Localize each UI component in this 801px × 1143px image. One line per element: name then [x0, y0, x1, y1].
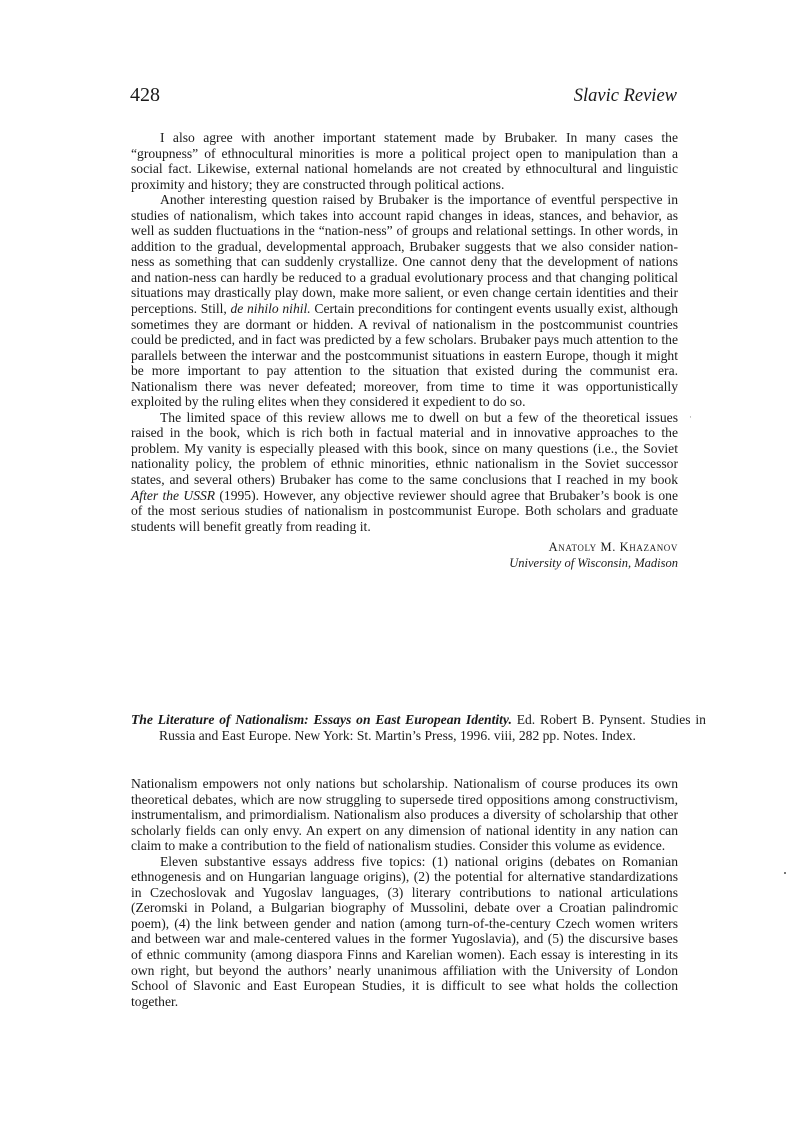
review1-paragraph-3-text-a: The limited space of this review allows me to dwell on but a few of the theoretical issues raised in the book, which is rich both in factual material and in innovative approaches to the problem. My vanity is especially pleased with this book, since on many questions (i.e., the Soviet nationality policy, the problem of ethnic minorities, ethnic nationalism in the Soviet successor states, and several others) Brubaker has come to the same conclusions that I reached in my book: [131, 409, 678, 488]
page-number: 428: [130, 84, 160, 106]
review1-paragraph-1: I also agree with another important statement made by Brubaker. In many cases the “groupness” of ethnocultural minorities is more a political project open to manipulation than a social fact. Likewise, external national homelands are not created by ethnocultural and linguistic proximity and history; they are constructed through political actions.: [131, 130, 678, 192]
review-khazanov: [131, 130, 678, 571]
scan-speck: [784, 872, 786, 874]
review1-paragraph-2: [131, 192, 678, 410]
review1-paragraph-3-text-b: (1995). However, any objective reviewer should agree that Brubaker’s book is one of the most serious studies of nationalism in postcommunist Europe. Both scholars and graduate students will benefit greatly from reading it.: [131, 487, 678, 534]
margin-speck: ·: [689, 412, 692, 422]
review1-paragraph-3: [131, 410, 678, 534]
review2-paragraph-1: Nationalism empowers not only nations but scholarship. Nationalism of course produces its own theoretical debates, which are now struggling to supersede tired oppositions among constructivism, instrumentalism, and primordialism. Nationalism also produces a diversity of scholarship that other scholarly fields can only envy. An expert on any dimension of national identity in any nation can claim to make a contribution to the field of nationalism studies. Consider this volume as evidence.: [131, 776, 678, 854]
citation-details: Ed. Robert B. Pynsent. Studies in Russia and East Europe. New York: St. Martin’s Press, 1996. viii, 282 pp. Notes. Index.: [159, 712, 706, 743]
review2-paragraph-2: Eleven substantive essays address five topics: (1) national origins (debates on Romanian ethnogenesis and on Hungarian language origins), (2) the potential for alternative standardizations in Czechoslovak and Yugoslav languages, (3) literary contributions to national articulations (Zeromski in Poland, a Bulgarian biography of Mussolini, debate over a Croatian palindromic poem), (4) the link between gender and nation (among turn-of-the-century Czech women writers and between war and male-centered values in the former Yugoslavia), and (5) the discursive bases of ethnic community (among diaspora Finns and Karelian women). Each essay is interesting in its own right, but beyond the authors’ nearly unanimous affiliation with the University of London School of Slavonic and East European Studies, it is difficult to see what holds the collection together.: [131, 853, 678, 1009]
review1-paragraph-2-text-a: Another interesting question raised by Brubaker is the importance of eventful perspective in studies of nationalism, which takes into account rapid changes in ideas, stances, and behavior, as well as sudden fluctuations in the “nation-ness” of groups and relational settings. In other words, in addition to the gradual, developmental approach, Brubaker suggests that we also consider nation-ness as something that can suddenly crystallize. One cannot deny that the development of nations and nation-ness can hardly be reduced to a gradual evolutionary process and that changing political situations may drastically play down, make more salient, or even change certain identities and their perceptions. Still,: [131, 192, 678, 317]
page-header: [130, 84, 677, 110]
book-citation: [131, 712, 706, 743]
reviewer-signature: [131, 540, 678, 571]
book-title-reference: After the USSR: [131, 487, 216, 503]
review1-paragraph-2-text-b: Certain preconditions for contingent events usually exist, although sometimes they are dormant or hidden. A revival of nationalism in the postcommunist countries could be predicted, and in fact was predicted by a few scholars. Brubaker pays much attention to the parallels between the interwar and the postcommunist situations in eastern Europe, though it might be more important to pay attention to the situation that existed during the communist era. Nationalism there was never defeated; moreover, from time to time it was opportunistically exploited by the ruling elites when they considered it expedient to do so.: [131, 301, 679, 410]
reviewer-name: Anatoly M. Khazanov: [548, 540, 678, 555]
reviewer-affiliation: University of Wisconsin, Madison: [509, 555, 678, 570]
citation-book-title: The Literature of Nationalism: Essays on East European Identity.: [131, 712, 512, 727]
review-literature-of-nationalism: [131, 776, 678, 1009]
journal-title: Slavic Review: [573, 86, 677, 106]
latin-phrase: de nihilo nihil.: [230, 301, 311, 317]
